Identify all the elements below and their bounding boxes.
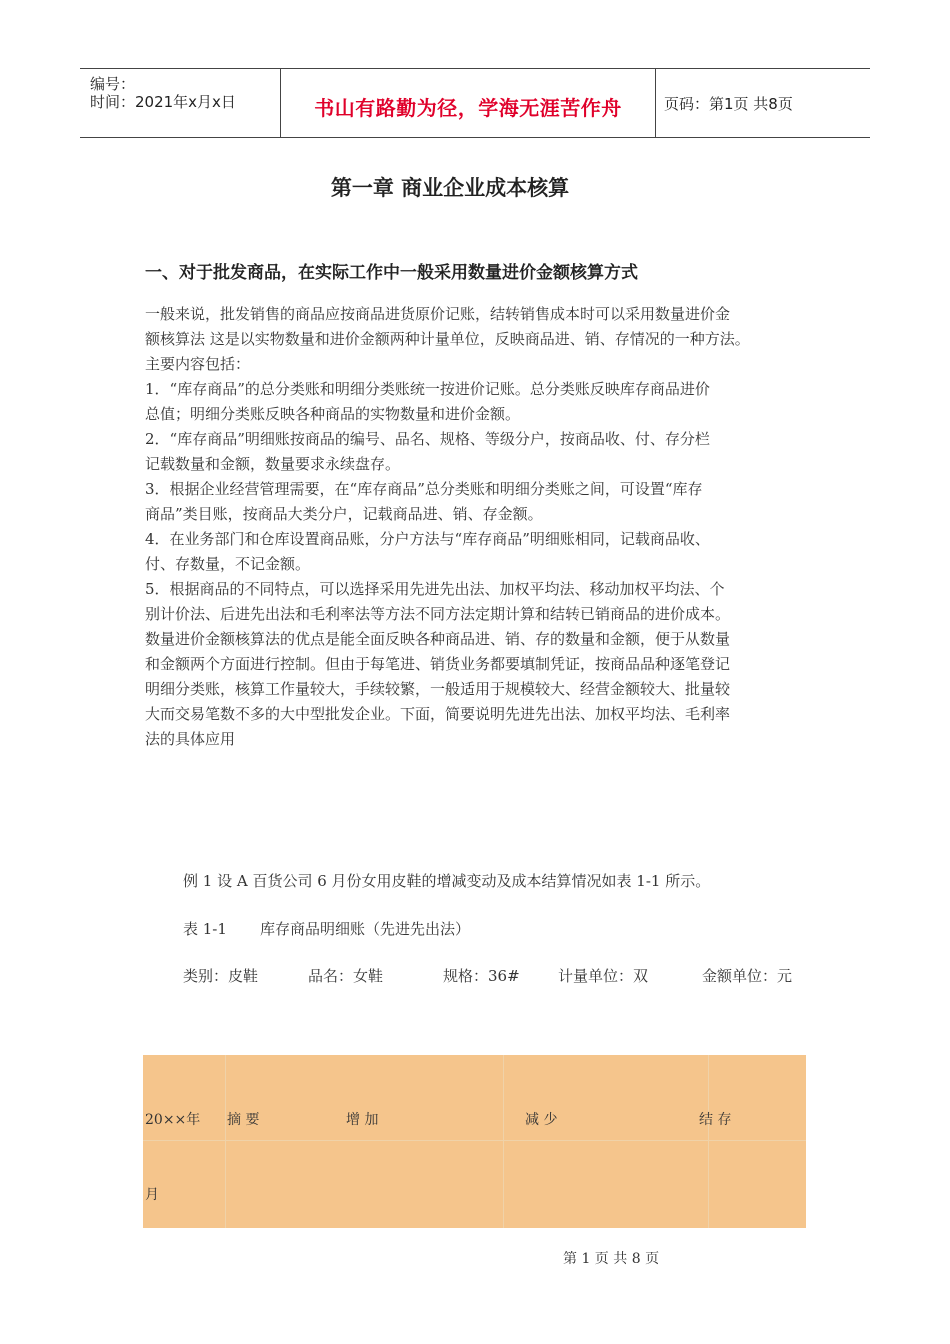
body-line: 商品”类目账，按商品大类分户，记载商品进、销、存金额。: [145, 505, 543, 523]
meta-category: 类别：皮鞋: [183, 967, 259, 985]
table-number: 表 1-1: [183, 920, 227, 938]
page-footer: 第 1 页 共 8 页: [563, 1251, 660, 1267]
meta-unit: 计量单位：双: [558, 967, 649, 985]
body-line: 记载数量和金额，数量要求永续盘存。: [145, 455, 401, 473]
ledger-table-header: [143, 1055, 806, 1228]
meta-currency: 金额单位：元: [702, 967, 793, 985]
meta-spec: 规格：36#: [443, 967, 520, 985]
header-decrease: 减 少: [525, 1112, 558, 1128]
body-line: 大而交易笔数不多的大中型批发企业。下面，简要说明先进先出法、加权平均法、毛利率: [145, 705, 731, 723]
body-line: 明细分类账，核算工作量较大，手续较繁，一般适用于规模较大、经营金额较大、批量较: [145, 680, 731, 698]
motto-text: 书山有路勤为径，学海无涯苦作舟: [314, 96, 622, 120]
column-divider: [225, 1055, 226, 1228]
body-line: 5．根据商品的不同特点，可以选择采用先进先出法、加权平均法、移动加权平均法、个: [145, 580, 725, 598]
page-info: 页码：第1页 共8页: [664, 95, 793, 113]
body-line: 和金额两个方面进行控制。但由于每笔进、销货业务都要填制凭证，按商品品种逐笔登记: [145, 655, 731, 673]
header-meta-cell: [80, 69, 280, 137]
body-paragraph: [145, 302, 825, 752]
body-line: 付、存数量，不记金额。: [145, 555, 311, 573]
header-summary: 摘 要: [227, 1112, 260, 1128]
column-divider: [503, 1055, 504, 1228]
body-line: 2．“库存商品”明细账按商品的编号、品名、规格、等级分户，按商品收、付、存分栏: [145, 430, 710, 448]
body-line: 一般来说，批发销售的商品应按商品进货原价记账，结转销售成本时可以采用数量进价金: [145, 305, 731, 323]
document-header: [80, 68, 870, 138]
header-motto-cell: [280, 69, 656, 137]
number-label: 编号：: [90, 75, 136, 93]
meta-item: 品名：女鞋: [308, 967, 384, 985]
header-page-cell: [655, 69, 870, 137]
table-name: 库存商品明细账（先进先出法）: [260, 920, 471, 938]
body-line: 别计价法、后进先出法和毛利率法等方法不同方法定期计算和结转已销商品的进价成本。: [145, 605, 731, 623]
header-month: 月: [145, 1187, 159, 1203]
header-increase: 增 加: [346, 1112, 379, 1128]
section-title: 一、对于批发商品，在实际工作中一般采用数量进价金额核算方式: [145, 263, 638, 283]
body-line: 主要内容包括：: [145, 355, 251, 373]
row-divider: [143, 1140, 806, 1141]
header-year: 20××年: [145, 1112, 201, 1128]
body-line: 额核算法 这是以实物数量和进价金额两种计量单位，反映商品进、销、存情况的一种方法。: [145, 330, 750, 348]
header-balance: 结 存: [699, 1112, 732, 1128]
body-line: 1．“库存商品”的总分类账和明细分类账统一按进价记账。总分类账反映库存商品进价: [145, 380, 710, 398]
example-text: 例 1 设 A 百货公司 6 月份女用皮鞋的增减变动及成本结算情况如表 1-1 所示。: [183, 872, 711, 890]
column-divider: [708, 1055, 709, 1228]
chapter-title: 第一章 商业企业成本核算: [330, 176, 570, 200]
body-line: 4．在业务部门和仓库设置商品账，分户方法与“库存商品”明细账相同，记载商品收、: [145, 530, 710, 548]
time-label: 时间：2021年x月x日: [90, 93, 236, 111]
body-line: 法的具体应用: [145, 730, 236, 748]
body-line: 3．根据企业经营管理需要，在“库存商品”总分类账和明细分类账之间，可设置“库存: [145, 480, 703, 498]
body-line: 数量进价金额核算法的优点是能全面反映各种商品进、销、存的数量和金额，便于从数量: [145, 630, 731, 648]
body-line: 总值；明细分类账反映各种商品的实物数量和进价金额。: [145, 405, 521, 423]
